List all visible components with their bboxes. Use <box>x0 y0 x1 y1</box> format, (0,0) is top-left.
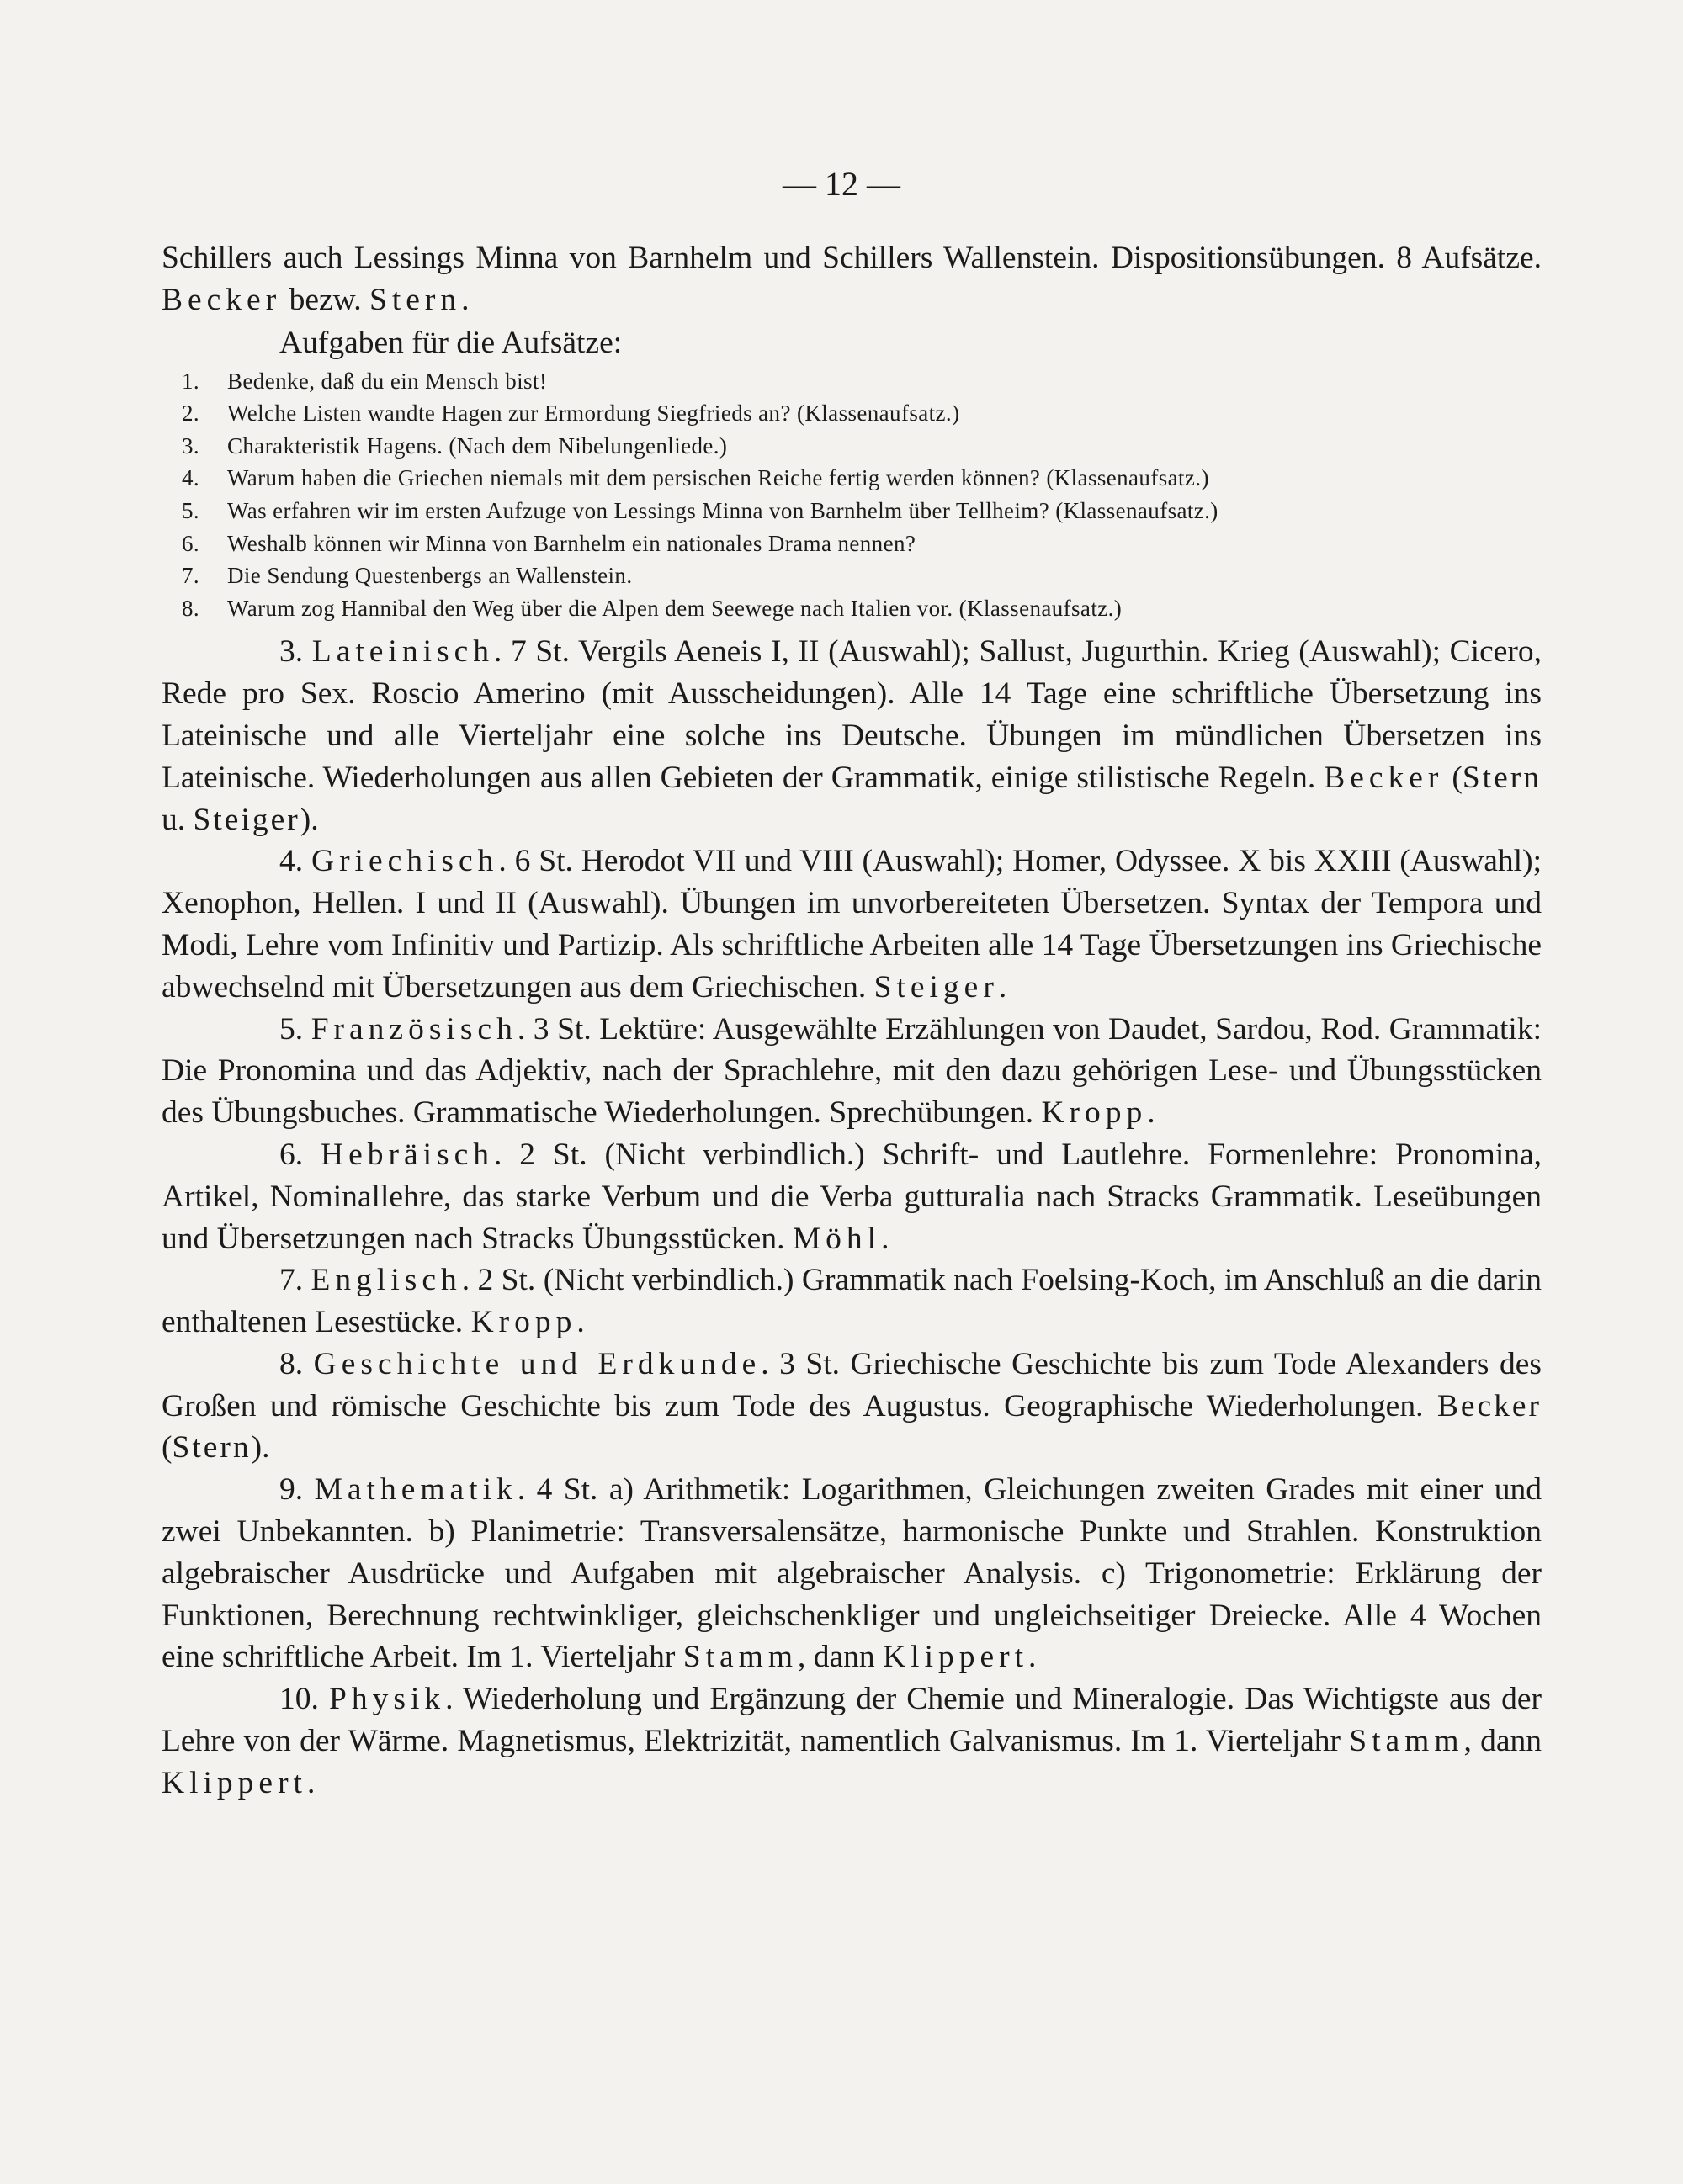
subject-name: Französisch <box>311 1011 518 1047</box>
essay-task <box>162 527 1542 560</box>
essay-task <box>162 397 1542 430</box>
subject-text: . 4 St. a) Arithmetik: Logarithmen, Gleichungen zweiten Grades mit einer und zwei Unbekannten. b) Planimetrie: Transversalensätze, harmonische Punkte und Strahlen. Konstruktion algebraischer Ausdrücke und Aufgaben mit algebraischer Analysis. c) Trigonometrie: Erklärung der Funktionen, Berechnung rechtwinkliger, gleichschenkliger und ungleichseitiger Dreiecke. Alle 4 Wochen eine schriftliche Arbeit. Im 1. Vierteljahr <box>162 1472 1542 1675</box>
subject-name: Griechisch <box>311 844 499 879</box>
subject-name: Geschichte und Erdkunde <box>313 1346 762 1381</box>
intro-text: . <box>461 282 470 317</box>
teacher-name: Klippert <box>883 1640 1029 1675</box>
teacher-name: Klippert <box>162 1765 307 1800</box>
task-number: 3. <box>182 432 200 459</box>
essay-task <box>162 462 1542 495</box>
essay-task <box>162 430 1542 463</box>
subject-text: . 2 St. (Nicht verbindlich.) Grammatik nach Foelsing-Koch, im Anschluß an die darin enthaltenen Lesestücke. <box>162 1263 1542 1340</box>
task-number: 8. <box>182 595 200 621</box>
page-body <box>162 237 1542 1805</box>
essay-task <box>162 365 1542 398</box>
subject-text: . <box>576 1305 585 1340</box>
task-text: Charakteristik Hagens. (Nach dem Nibelungenliede.) <box>227 432 728 459</box>
subject-text: . <box>1028 1640 1037 1675</box>
teacher-name: Möhl <box>792 1221 882 1256</box>
teacher-name: Stamm <box>1349 1724 1464 1759</box>
task-number: 6. <box>182 530 200 556</box>
essay-task-list <box>162 365 1542 625</box>
teacher-name: Stern <box>172 1430 252 1466</box>
teacher-name: Stamm <box>682 1640 799 1675</box>
essay-task <box>162 559 1542 592</box>
task-number: 5. <box>182 497 200 523</box>
subject-text: . <box>998 969 1007 1005</box>
subject-number: 3. <box>279 634 312 670</box>
subject-text: , dann <box>798 1640 884 1675</box>
subject-text: . 7 St. Vergils Aeneis I, II (Auswahl); Sallust, Jugurthin. Krieg (Auswahl); Cicero, Rede pro Sex. Roscio Amerino (mit Ausscheidungen). Alle 14 Tage eine schriftliche Übersetzung ins Lateinische und alle Vierteljahr eine solche ins Deutsche. Übungen im mündlichen Übersetzen ins Lateinische. Wiederholungen aus allen Gebieten der Grammatik, einige stilistische Regeln. <box>162 634 1542 795</box>
page-number: — 12 — <box>783 165 900 203</box>
subject-geschichte <box>162 1344 1542 1469</box>
subject-text: . 3 St. Griechische Geschichte bis zum Tode Alexanders des Großen und römische Geschichte bis zum Tode des Augustus. Geographische Wiederholungen. <box>162 1346 1542 1423</box>
task-text: Warum haben die Griechen niemals mit dem persischen Reiche fertig werden können? (Klassenaufsatz.) <box>227 465 1209 491</box>
task-text: Warum zog Hannibal den Weg über die Alpen dem Seewege nach Italien vor. (Klassenaufsatz.) <box>227 595 1123 621</box>
subject-text: ). <box>251 1430 270 1466</box>
task-text: Was erfahren wir im ersten Aufzuge von Lessings Minna von Barnhelm über Tellheim? (Klassenaufsatz.) <box>227 497 1218 523</box>
subject-text: . 2 St. (Nicht verbindlich.) Schrift- und Lautlehre. Formenlehre: Pronomina, Artikel, Nominallehre, das starke Verbum und die Verba gutturalia nach Stracks Grammatik. Leseübungen und Übersetzungen nach Stracks Übungsstücken. <box>162 1137 1542 1256</box>
subject-text: u. <box>162 802 194 837</box>
subject-englisch <box>162 1259 1542 1344</box>
subject-name: Physik <box>329 1682 446 1717</box>
intro-paragraph <box>162 237 1542 321</box>
subject-number: 5. <box>279 1011 311 1047</box>
task-number: 2. <box>182 400 200 427</box>
teacher-name: Kropp <box>470 1305 577 1340</box>
task-text: Die Sendung Questenbergs an Wallenstein. <box>227 563 633 589</box>
subject-latein <box>162 631 1542 840</box>
subject-number: 9. <box>279 1472 315 1508</box>
intro-text: Schillers auch Lessings Minna von Barnhelm und Schillers Wallenstein. Dispositionsübungen. 8 Aufsätze. <box>162 241 1542 275</box>
subject-text: . <box>306 1765 316 1800</box>
subject-number: 7. <box>279 1263 311 1298</box>
task-text: Bedenke, daß du ein Mensch bist! <box>227 368 548 394</box>
teacher-name: Becker <box>162 282 282 317</box>
subject-hebraeisch <box>162 1134 1542 1259</box>
teacher-name: Becker <box>1324 760 1444 795</box>
teacher-name: Stern <box>1462 760 1542 795</box>
task-number: 1. <box>182 368 200 394</box>
intro-text: bezw. <box>281 282 369 317</box>
subject-text: . 6 St. Herodot VII und VIII (Auswahl); Homer, Odyssee. X bis XXIII (Auswahl); Xenophon, Hellen. I und II (Auswahl). Übungen im unvorbereiteten Übersetzen. Syntax der Tempora und Modi, Lehre vom Infinitiv und Partizip. Als schriftliche Arbeiten alle 14 Tage Übersetzungen ins Griechische abwechselnd mit Übersetzungen aus dem Griechischen. <box>162 844 1542 1005</box>
teacher-name: Steiger <box>193 802 300 837</box>
subject-text: ( <box>162 1430 173 1466</box>
teacher-name: Stern <box>369 282 462 317</box>
subject-franzoesisch <box>162 1009 1542 1134</box>
subject-number: 10. <box>279 1682 329 1717</box>
subject-number: 6. <box>279 1137 321 1172</box>
subject-text: . Wiederholung und Ergänzung der Chemie und Mineralogie. Das Wichtigste aus der Lehre von der Wärme. Magnetismus, Elektrizität, namentlich Galvanismus. Im 1. Vierteljahr <box>162 1682 1542 1759</box>
task-number: 7. <box>182 563 200 589</box>
essay-task <box>162 592 1542 625</box>
task-number: 4. <box>182 465 200 491</box>
subject-text: . <box>881 1221 889 1256</box>
essay-task <box>162 495 1542 527</box>
subject-text: ). <box>300 802 319 837</box>
task-text: Weshalb können wir Minna von Barnhelm ein nationales Drama nennen? <box>227 530 916 556</box>
subject-physik <box>162 1678 1542 1804</box>
subject-text: . <box>1147 1095 1155 1131</box>
subject-text: ( <box>1443 760 1463 795</box>
subject-name: Lateinisch <box>311 634 494 670</box>
subject-number: 8. <box>279 1346 314 1381</box>
subject-mathematik <box>162 1469 1542 1678</box>
subject-name: Englisch <box>311 1263 462 1298</box>
subject-name: Hebräisch <box>321 1137 495 1172</box>
tasks-heading: Aufgaben für die Aufsätze: <box>279 325 623 360</box>
teacher-name: Kropp <box>1041 1095 1148 1131</box>
task-text: Welche Listen wandte Hagen zur Ermordung Siegfrieds an? (Klassenaufsatz.) <box>227 400 960 427</box>
subject-number: 4. <box>279 844 311 879</box>
subject-name: Mathematik <box>314 1472 518 1508</box>
subject-text: , dann <box>1463 1724 1542 1759</box>
subject-griechisch <box>162 840 1542 1008</box>
subject-text: . 3 St. Lektüre: Ausgewählte Erzählungen von Daudet, Sardou, Rod. Grammatik: Die Pronomina und das Adjektiv, nach der Sprachlehre, mit den dazu gehörigen Lese- und Übungsstücken des Übungsbuches. Grammatische Wiederholungen. Sprechübungen. <box>162 1011 1542 1131</box>
teacher-name: Steiger <box>873 969 999 1005</box>
teacher-name: Becker <box>1436 1388 1542 1423</box>
